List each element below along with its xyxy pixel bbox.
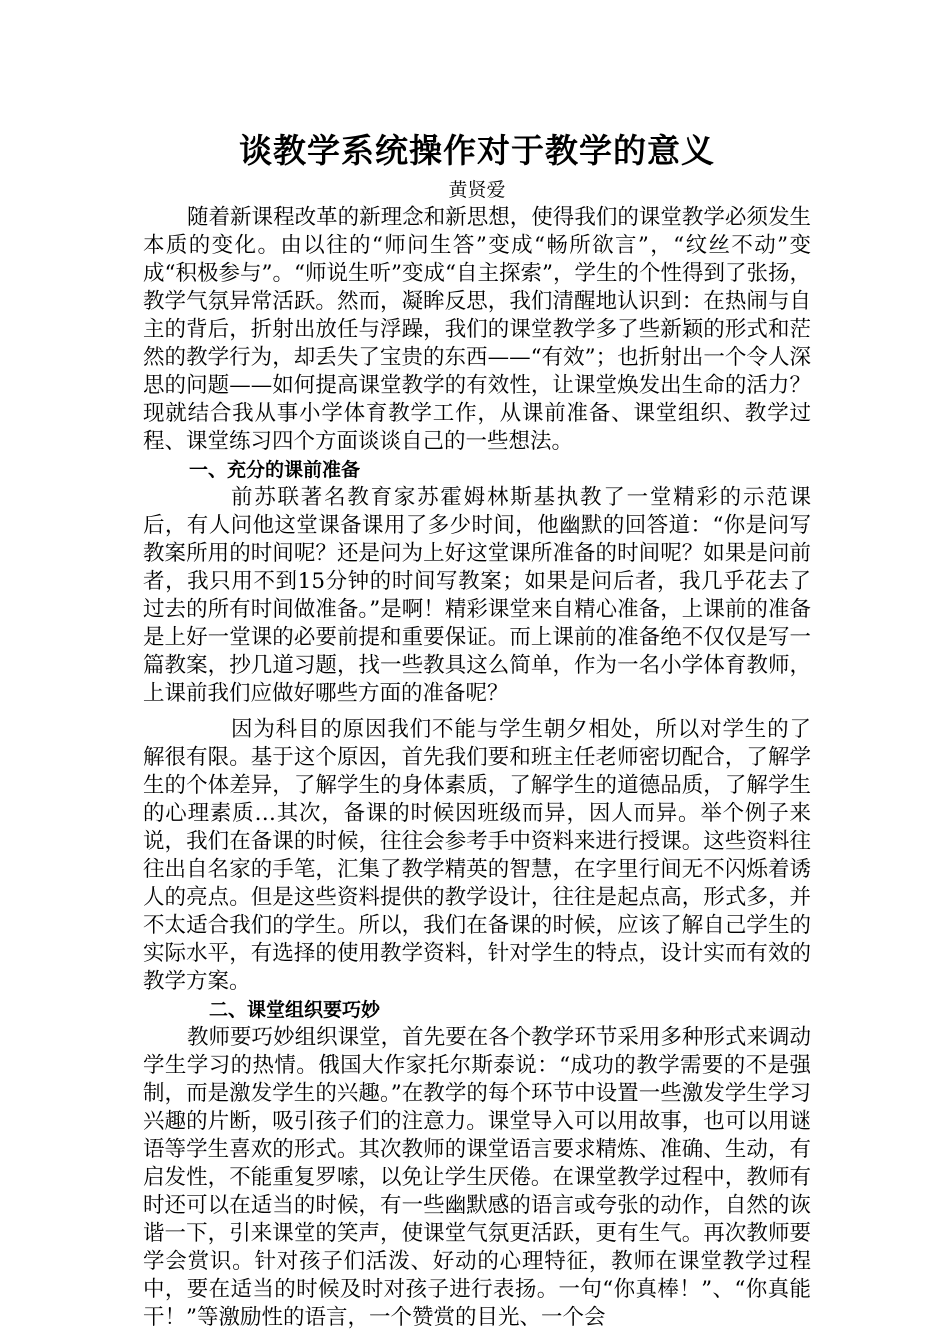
- intro-paragraph: 随着新课程改革的新理念和新思想，使得我们的课堂教学必须发生本质的变化。由以往的“师问生答”变成“畅所欲言”，“纹丝不动”变成“积极参与”。“师说生听”变成“自主探索”，学生的个性得到了张扬，教学气氛异常活跃。然而，凝眸反思，我们清醒地认识到：在热闹与自主的背后，折射出放任与浮躁，我们的课堂教学多了些新颖的形式和茫然的教学行为，却丢失了宝贵的东西——“有效”；也折射出一个令人深思的问题——如何提高课堂教学的有效性，让课堂焕发出生命的活力？现就结合我从事小学体育教学工作，从课前准备、课堂组织、教学过程、课堂练习四个方面谈谈自己的一些想法。: [143, 205, 811, 454]
- section-heading-1: 一、充分的课前准备: [189, 459, 361, 481]
- section-heading-2: 二、课堂组织要巧妙: [209, 999, 381, 1021]
- document-page: [143, 126, 811, 1332]
- paragraph-gap: [143, 708, 811, 716]
- document-author: 黄贤爱: [448, 179, 506, 201]
- section2-paragraph-1: 教师要巧妙组织课堂，首先要在各个教学环节采用多种形式来调动学生学习的热情。俄国大作家托尔斯泰说：“成功的教学需要的不是强制，而是激发学生的兴趣。”在教学的每个环节中设置一些激发学生学习兴趣的片断，吸引孩子们的注意力。课堂导入可以用故事，也可以用谜语等学生喜欢的形式。其次教师的课堂语言要求精炼、准确、生动，有启发性，不能重复罗嗦，以免让学生厌倦。在课堂教学过程中，教师有时还可以在适当的时候，有一些幽默感的语言或夸张的动作，自然的诙谐一下，引来课堂的笑声，使课堂气氛更活跃，更有生气。再次教师要学会赏识。针对孩子们活泼、好动的心理特征，教师在课堂教学过程中，要在适当的时候及时对孩子进行表扬。一句“你真棒！”、“你真能干！”等激励性的语言，一个赞赏的目光、一个会: [143, 1025, 811, 1330]
- document-title: 谈教学系统操作对于教学的意义: [239, 131, 715, 170]
- section1-paragraph-2: 因为科目的原因我们不能与学生朝夕相处，所以对学生的了解很有限。基于这个原因，首先我们要和班主任老师密切配合，了解学生的个体差异，了解学生的身体素质，了解学生的道德品质，了解学生的心理素质…其次，备课的时候因班级而异，因人而异。举个例子来说，我们在备课的时候，往往会参考手中资料来进行授课。这些资料往往出自名家的手笔，汇集了教学精英的智慧，在字里行间无不闪烁着诱人的亮点。但是这些资料提供的教学设计，往往是起点高，形式多，并不太适合我们的学生。所以，我们在备课的时候，应该了解自己学生的实际水平，有选择的使用教学资料，针对学生的特点，设计实而有效的教学方案。: [143, 717, 811, 994]
- section1-paragraph-1: 前苏联著名教育家苏霍姆林斯基执教了一堂精彩的示范课后，有人问他这堂课备课用了多少时间，他幽默的回答道：“你是问写教案所用的时间呢？还是问为上好这堂课所准备的时间呢？如果是问前者，我只用不到15分钟的时间写教案；如果是问后者，我几乎花去了过去的所有时间做准备。”是啊！精彩课堂来自精心准备，上课前的准备是上好一堂课的必要前提和重要保证。而上课前的准备绝不仅仅是写一篇教案，抄几道习题，找一些教具这么简单，作为一名小学体育教师，上课前我们应做好哪些方面的准备呢？: [143, 485, 811, 706]
